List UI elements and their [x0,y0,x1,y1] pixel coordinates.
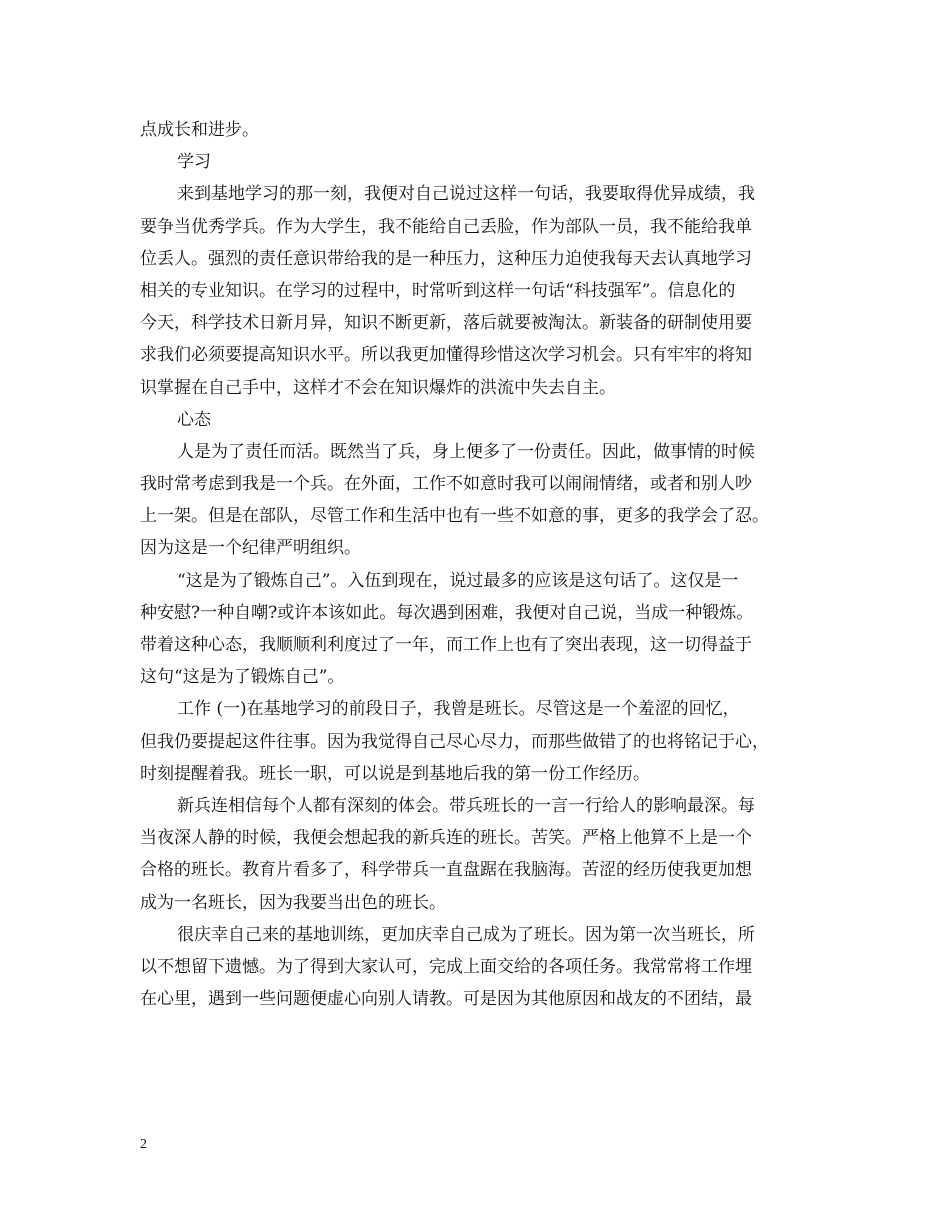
text-line: 时刻提醒着我。班长一职，可以说是到基地后我的第一份工作经历。 [140,763,650,784]
text-line: 人是为了责任而活。既然当了兵，身上便多了一份责任。因此，做事情的时候 [177,441,755,462]
text-line: 识掌握在自己手中，这样才不会在知识爆炸的洪流中失去自主。 [140,377,616,398]
text-line: 带着这种心态，我顺顺利利度过了一年，而工作上也有了突出表现，这一切得益于 [140,635,752,655]
text-line: 成为一名班长，因为我要当出色的班长。 [140,892,446,913]
text-line: 在心里，遇到一些问题便虚心向别人请教。可是因为其他原因和战友的不团结，最 [140,989,752,1010]
text-line: 工作 (一)在基地学习的前段日子，我曾是班长。尽管这是一个羞涩的回忆， [177,699,740,720]
text-line: 求我们必须要提高知识水平。所以我更加懂得珍惜这次学习机会。只有牢牢的将知 [140,345,752,366]
text-line: 这句“这是为了锻炼自己”。 [140,667,345,688]
body-text [140,114,812,1015]
text-line: 今天，科学技术日新月异，知识不断更新，落后就要被淘汰。新装备的研制使用要 [140,313,752,334]
text-line: 来到基地学习的那一刻，我便对自己说过这样一句话，我要取得优异成绩，我 [177,184,755,205]
text-line: 心态 [177,409,211,430]
text-line: “这是为了锻炼自己”。入伍到现在，说过最多的应该是这句话了。这仅是一 [177,570,739,591]
text-line: 相关的专业知识。在学习的过程中，时常听到这样一句话“科技强军”。信息化的 [140,280,736,301]
text-line: 以不想留下遗憾。为了得到大家认可，完成上面交给的各项任务。我常常将工作埋 [140,956,752,977]
text-line: 当夜深人静的时候，我便会想起我的新兵连的班长。苦笑。严格上他算不上是一个 [140,828,752,849]
text-line: 上一架。但是在部队，尽管工作和生活中也有一些不如意的事，更多的我学会了忍。 [140,506,769,527]
text-line: 新兵连相信每个人都有深刻的体会。带兵班长的一言一行给人的影响最深。每 [177,795,755,816]
text-line: 但我仍要提起这件往事。因为我觉得自己尽心尽力，而那些做错了的也将铭记于心， [140,731,769,752]
text-line: 学习 [177,152,211,173]
text-line: 点成长和进步。 [140,120,259,140]
text-line: 我时常考虑到我是一个兵。在外面，工作不如意时我可以闹闹情绪，或者和别人吵 [140,474,752,495]
page-number: 2 [140,1137,147,1152]
text-line: 位丢人。强烈的责任意识带给我的是一种压力，这种压力迫使我每天去认真地学习 [140,248,752,269]
text-line: 因为这是一个纪律严明组织。 [140,538,361,559]
text-line: 种安慰?一种自嘲?或许本该如此。每次遇到困难，我便对自己说，当成一种锻炼。 [140,602,754,623]
text-line: 合格的班长。教育片看多了，科学带兵一直盘踞在我脑海。苦涩的经历使我更加想 [140,860,752,881]
text-line: 很庆幸自己来的基地训练，更加庆幸自己成为了班长。因为第一次当班长，所 [177,924,755,945]
text-line: 要争当优秀学兵。作为大学生，我不能给自己丢脸，作为部队一员，我不能给我单 [140,216,752,237]
